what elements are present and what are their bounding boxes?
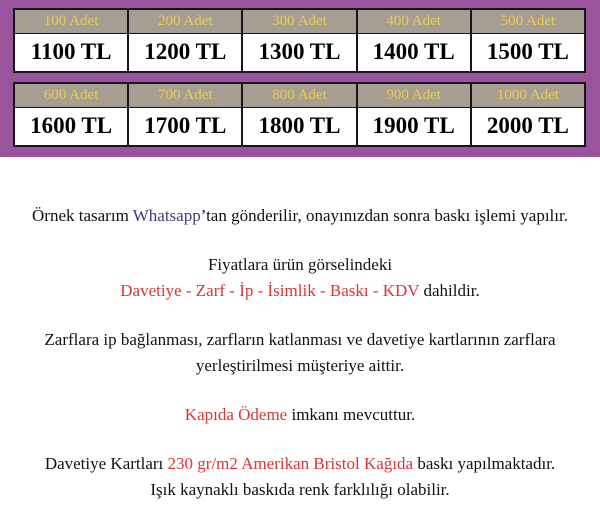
whatsapp-link[interactable]: Whatsapp (132, 206, 201, 225)
qty-header-cell: 400 Adet (357, 9, 471, 34)
price-table-1 (13, 8, 586, 73)
note-text: Zarflara ip bağlanması, zarfların katlanması ve davetiye kartlarının zarflara (44, 330, 556, 349)
price-row (14, 34, 585, 73)
note-text: baskı yapılmaktadır. (413, 454, 556, 473)
qty-header-cell: 800 Adet (242, 83, 356, 108)
note-text: Davetiye Kartları (44, 454, 168, 473)
note-text: Işık kaynaklı baskıda renk farklılığı olabilir. (150, 480, 450, 499)
note-payment (8, 402, 592, 428)
price-cell: 1100 TL (14, 34, 128, 73)
price-cell: 1300 TL (242, 34, 356, 73)
qty-header-cell: 900 Adet (357, 83, 471, 108)
note-included-items-line (8, 278, 592, 304)
qty-header-row (14, 83, 585, 108)
price-table-2 (13, 82, 586, 147)
cash-on-delivery-highlight: Kapıda Ödeme (184, 405, 288, 424)
price-cell: 1500 TL (471, 34, 585, 73)
product-notes (0, 157, 600, 503)
qty-header-row (14, 9, 585, 34)
included-items-highlight: Davetiye - Zarf - İp - İsimlik - Baskı - KDV (120, 281, 420, 300)
price-cell: 1200 TL (128, 34, 242, 73)
note-text: dahildir. (419, 281, 480, 300)
price-cell: 1700 TL (128, 108, 242, 147)
qty-header-cell: 600 Adet (14, 83, 128, 108)
qty-header-cell: 700 Adet (128, 83, 242, 108)
price-cell: 2000 TL (471, 108, 585, 147)
qty-header-cell: 500 Adet (471, 9, 585, 34)
note-text: yerleştirilmesi müşteriye aittir. (195, 356, 405, 375)
note-text: ’tan gönderilir, onayınızdan sonra baskı işlemi yapılır. (200, 206, 568, 225)
price-cell: 1600 TL (14, 108, 128, 147)
paper-spec-highlight: 230 gr/m2 Amerikan Bristol Kağıda (167, 454, 414, 473)
note-sample-design (8, 203, 592, 229)
note-envelope-assembly (8, 327, 592, 379)
note-text: Örnek tasarım (32, 206, 133, 225)
qty-header-cell: 200 Adet (128, 9, 242, 34)
price-cell: 1800 TL (242, 108, 356, 147)
note-text: Fiyatlara ürün görselindeki (207, 255, 393, 274)
price-row (14, 108, 585, 147)
note-paper-and-color (8, 451, 592, 503)
price-cell: 1900 TL (357, 108, 471, 147)
qty-header-cell: 300 Adet (242, 9, 356, 34)
qty-header-cell: 100 Adet (14, 9, 128, 34)
note-text: imkanı mevcuttur. (287, 405, 416, 424)
note-paper-line (8, 451, 592, 477)
price-cell: 1400 TL (357, 34, 471, 73)
pricing-banner (0, 0, 600, 157)
note-price-includes (8, 252, 592, 304)
qty-header-cell: 1000 Adet (471, 83, 585, 108)
